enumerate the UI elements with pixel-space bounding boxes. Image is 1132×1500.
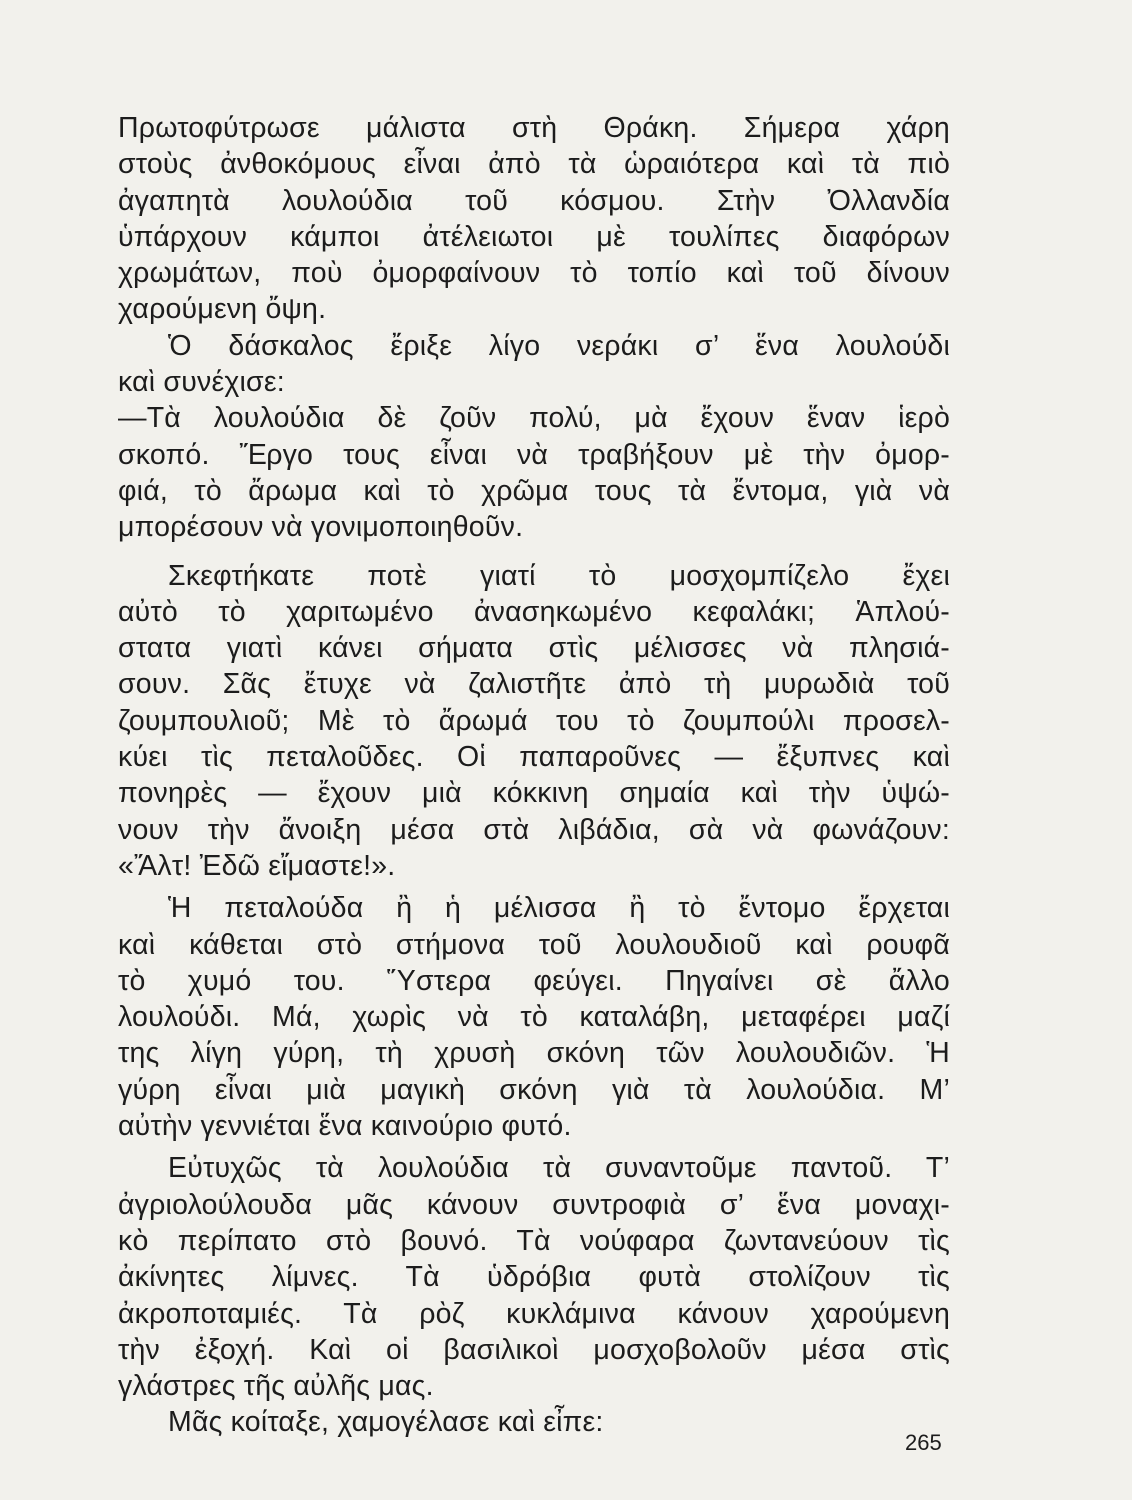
text-line: Μᾶς κοίταξε, χαμογέλασε καὶ εἶπε:: [168, 1406, 604, 1439]
paragraph: [118, 328, 950, 401]
text-line: ἀγαπητὰ λουλούδια τοῦ κόσμου. Στὴν Ὀλλανδία: [118, 184, 950, 217]
text-line: γύρη εἶναι μιὰ μαγικὴ σκόνη γιὰ τὰ λουλούδια. Μ’: [118, 1073, 950, 1106]
text-line: τὸ χυμό του. Ὕστερα φεύγει. Πηγαίνει σὲ ἄλλο: [118, 964, 950, 997]
text-line: κύει τὶς πεταλοῦδες. Οἱ παπαροῦνες — ἔξυπνες καὶ: [118, 741, 950, 774]
text-line: λουλούδι. Μά, χωρὶς νὰ τὸ καταλάβη, μεταφέρει μαζί: [118, 1001, 950, 1034]
text-line: «Ἄλτ! Ἐδῶ εἴμαστε!».: [118, 849, 396, 882]
text-line: χρωμάτων, ποὺ ὀμορφαίνουν τὸ τοπίο καὶ τοῦ δίνουν: [118, 257, 950, 290]
text-line: Ὁ δάσκαλος ἔριξε λίγο νεράκι σ’ ἕνα λουλούδι: [168, 329, 950, 362]
text-line: πονηρὲς — ἔχουν μιὰ κόκκινη σημαία καὶ τὴν ὑψώ-: [118, 777, 950, 810]
text-line: φιά, τὸ ἄρωμα καὶ τὸ χρῶμα τους τὰ ἔντομα, γιὰ νὰ: [118, 474, 950, 507]
text-line: αὐτὸ τὸ χαριτωμένο ἀνασηκωμένο κεφαλάκι; Ἁπλού-: [118, 595, 950, 628]
text-line: Πρωτοφύτρωσε μάλιστα στὴ Θράκη. Σήμερα χάρη: [118, 112, 950, 144]
text-line: Ἡ πεταλούδα ἢ ἡ μέλισσα ἢ τὸ ἔντομο ἔρχεται: [168, 892, 950, 925]
text-line: καὶ κάθεται στὸ στήμονα τοῦ λουλουδιοῦ καὶ ρουφᾶ: [118, 928, 950, 961]
text-line: αὐτὴν γεννιέται ἕνα καινούριο φυτό.: [118, 1110, 572, 1143]
paragraph: [118, 400, 950, 545]
text-line: κὸ περίπατο στὸ βουνό. Τὰ νούφαρα ζωντανεύουν τὶς: [118, 1224, 950, 1257]
text-line: νουν τὴν ἄνοιξη μέσα στὰ λιβάδια, σὰ νὰ φωνάζουν:: [118, 813, 950, 846]
text-line: στατα γιατὶ κάνει σήματα στὶς μέλισσες νὰ πλησιά-: [118, 632, 950, 665]
paragraph: [118, 890, 950, 1144]
text-line: σουν. Σᾶς ἔτυχε νὰ ζαλιστῆτε ἀπὸ τὴ μυρωδιὰ τοῦ: [118, 668, 950, 701]
text-line: χαρούμενη ὄψη.: [118, 293, 327, 326]
text-line: ζουμπουλιοῦ; Μὲ τὸ ἄρωμά του τὸ ζουμπούλι προσελ-: [118, 704, 950, 737]
text-line: σκοπό. Ἔργο τους εἶναι νὰ τραβήξουν μὲ τὴν ὀμορ-: [118, 438, 950, 471]
text-line: ἀκροποταμιές. Τὰ ρὸζ κυκλάμινα κάνουν χαρούμενη: [118, 1297, 950, 1330]
paragraph: [118, 558, 950, 885]
body-text: [118, 110, 950, 1441]
text-line: γλάστρες τῆς αὐλῆς μας.: [118, 1370, 434, 1403]
text-line: στοὺς ἀνθοκόμους εἶναι ἀπὸ τὰ ὡραιότερα καὶ τὰ πιὸ: [118, 148, 950, 181]
text-line: Εὐτυχῶς τὰ λουλούδια τὰ συναντοῦμε παντοῦ. Τ’: [168, 1152, 950, 1185]
text-line: ἀγριολούλουδα μᾶς κάνουν συντροφιὰ σ’ ἕνα μοναχι-: [118, 1188, 950, 1221]
paragraph: [118, 1150, 950, 1404]
text-line: τὴν ἐξοχή. Καὶ οἱ βασιλικοὶ μοσχοβολοῦν μέσα στὶς: [118, 1333, 950, 1366]
paragraph: [118, 1404, 950, 1440]
text-line: ἀκίνητες λίμνες. Τὰ ὑδρόβια φυτὰ στολίζουν τὶς: [118, 1261, 950, 1294]
page-number: 265: [905, 1430, 942, 1455]
text-line: καὶ συνέχισε:: [118, 366, 285, 399]
text-line: —Τὰ λουλούδια δὲ ζοῦν πολύ, μὰ ἔχουν ἕναν ἱερὸ: [118, 402, 950, 435]
paragraph: [118, 110, 950, 328]
text-line: ὑπάρχουν κάμποι ἀτέλειωτοι μὲ τουλίπες διαφόρων: [118, 220, 950, 253]
text-line: μπορέσουν νὰ γονιμοποιηθοῦν.: [118, 511, 524, 544]
text-line: Σκεφτήκατε ποτὲ γιατί τὸ μοσχομπίζελο ἔχει: [168, 559, 950, 592]
text-line: της λίγη γύρη, τὴ χρυσὴ σκόνη τῶν λουλουδιῶν. Ἡ: [118, 1037, 950, 1070]
